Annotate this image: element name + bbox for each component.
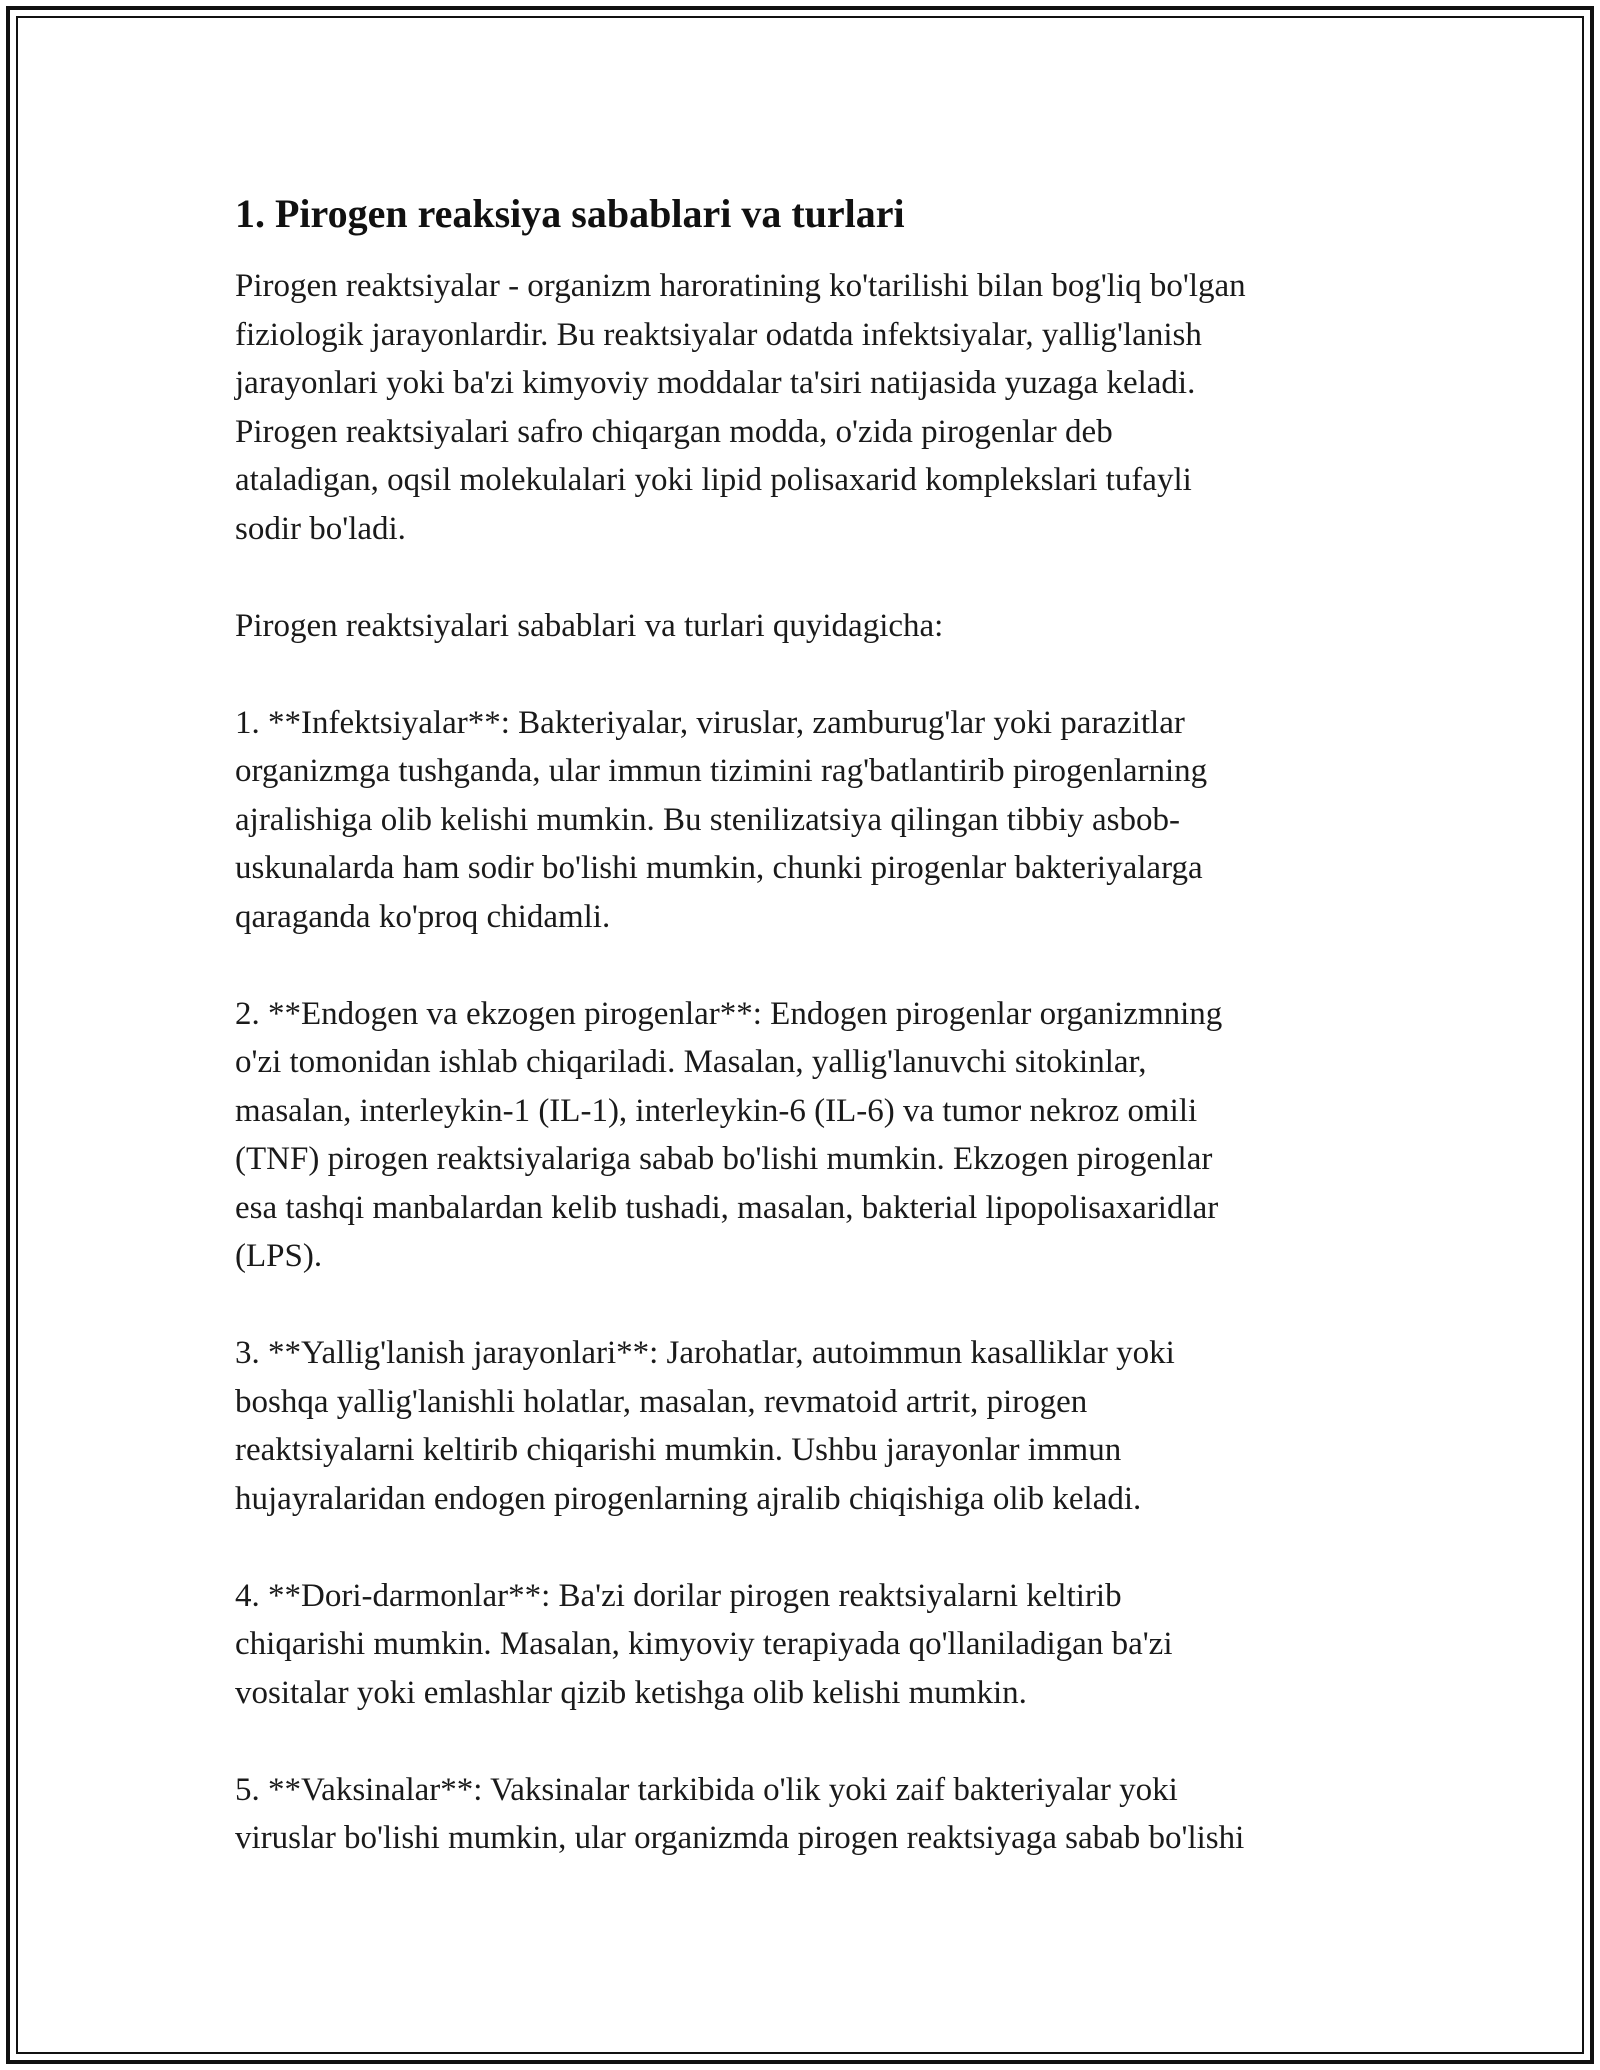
text-line: boshqa yallig'lanishli holatlar, masalan, revmatoid artrit, pirogen	[235, 1383, 1088, 1420]
text-line: 2. **Endogen va ekzogen pirogenlar**: Endogen pirogenlar organizmning	[235, 995, 1223, 1032]
text-line: reaktsiyalarni keltirib chiqarishi mumkin. Ushbu jarayonlar immun	[235, 1432, 1122, 1468]
text-line: 1. **Infektsiyalar**: Bakteriyalar, viruslar, zamburug'lar yoki parazitlar	[235, 704, 1185, 741]
text-line: Pirogen reaktsiyalar - organizm haroratining ko'tarilishi bilan bog'liq bo'lgan	[235, 268, 1246, 304]
text-line: fiziologik jarayonlardir. Bu reaktsiyalar odatda infektsiyalar, yallig'lanish	[235, 316, 1202, 353]
text-line: vositalar yoki emlashlar qizib ketishga olib kelishi mumkin.	[235, 1674, 1027, 1711]
section-heading: 1. Pirogen reaksiya sabablari va turlari	[235, 191, 905, 236]
text-line: qaraganda ko'proq chidamli.	[235, 898, 611, 935]
text-line: hujayralaridan endogen pirogenlarning ajralib chiqishiga olib keladi.	[235, 1480, 1142, 1517]
list-item-infektsiyalar	[235, 699, 1375, 942]
paragraph-list-intro	[235, 602, 1375, 651]
text-line: (LPS).	[235, 1238, 323, 1274]
text-line: organizmga tushganda, ular immun tizimini rag'batlantirib pirogenlarning	[235, 753, 1208, 789]
text-line: 3. **Yallig'lanish jarayonlari**: Jarohatlar, autoimmun kasalliklar yoki	[235, 1335, 1175, 1371]
text-line: Pirogen reaktsiyalari safro chiqargan modda, o'zida pirogenlar deb	[235, 413, 1113, 450]
text-line: masalan, interleykin-1 (IL-1), interleykin-6 (IL-6) va tumor nekroz omili	[235, 1092, 1198, 1129]
text-line: (TNF) pirogen reaktsiyalariga sabab bo'lishi mumkin. Ekzogen pirogenlar	[235, 1141, 1213, 1177]
list-item-endogen-ekzogen	[235, 990, 1375, 1281]
text-line: chiqarishi mumkin. Masalan, kimyoviy terapiyada qo'llaniladigan ba'zi	[235, 1626, 1173, 1662]
document-body	[235, 188, 1375, 1863]
text-line: o'zi tomonidan ishlab chiqariladi. Masalan, yallig'lanuvchi sitokinlar,	[235, 1044, 1147, 1080]
text-line: viruslar bo'lishi mumkin, ular organizmda pirogen reaktsiyaga sabab bo'lishi	[235, 1820, 1245, 1856]
paragraph-intro	[235, 262, 1375, 553]
text-line: sodir bo'ladi.	[235, 510, 406, 547]
list-item-vaksinalar	[235, 1766, 1375, 1863]
text-line: Pirogen reaktsiyalari sabablari va turlari quyidagicha:	[235, 607, 944, 644]
list-item-dori-darmonlar	[235, 1572, 1375, 1718]
text-line: 5. **Vaksinalar**: Vaksinalar tarkibida o'lik yoki zaif bakteriyalar yoki	[235, 1771, 1178, 1808]
text-line: jarayonlari yoki ba'zi kimyoviy moddalar ta'siri natijasida yuzaga keladi.	[235, 365, 1196, 401]
text-line: 4. **Dori-darmonlar**: Ba'zi dorilar pirogen reaktsiyalarni keltirib	[235, 1577, 1122, 1614]
text-line: ajralishiga olib kelishi mumkin. Bu stenilizatsiya qilingan tibbiy asbob-	[235, 801, 1180, 838]
text-line: ataladigan, oqsil molekulalari yoki lipid polisaxarid komplekslari tufayli	[235, 462, 1192, 498]
text-line: esa tashqi manbalardan kelib tushadi, masalan, bakterial lipopolisaxaridlar	[235, 1189, 1219, 1226]
list-item-yalliglanish	[235, 1329, 1375, 1523]
text-line: uskunalarda ham sodir bo'lishi mumkin, chunki pirogenlar bakteriyalarga	[235, 850, 1203, 886]
